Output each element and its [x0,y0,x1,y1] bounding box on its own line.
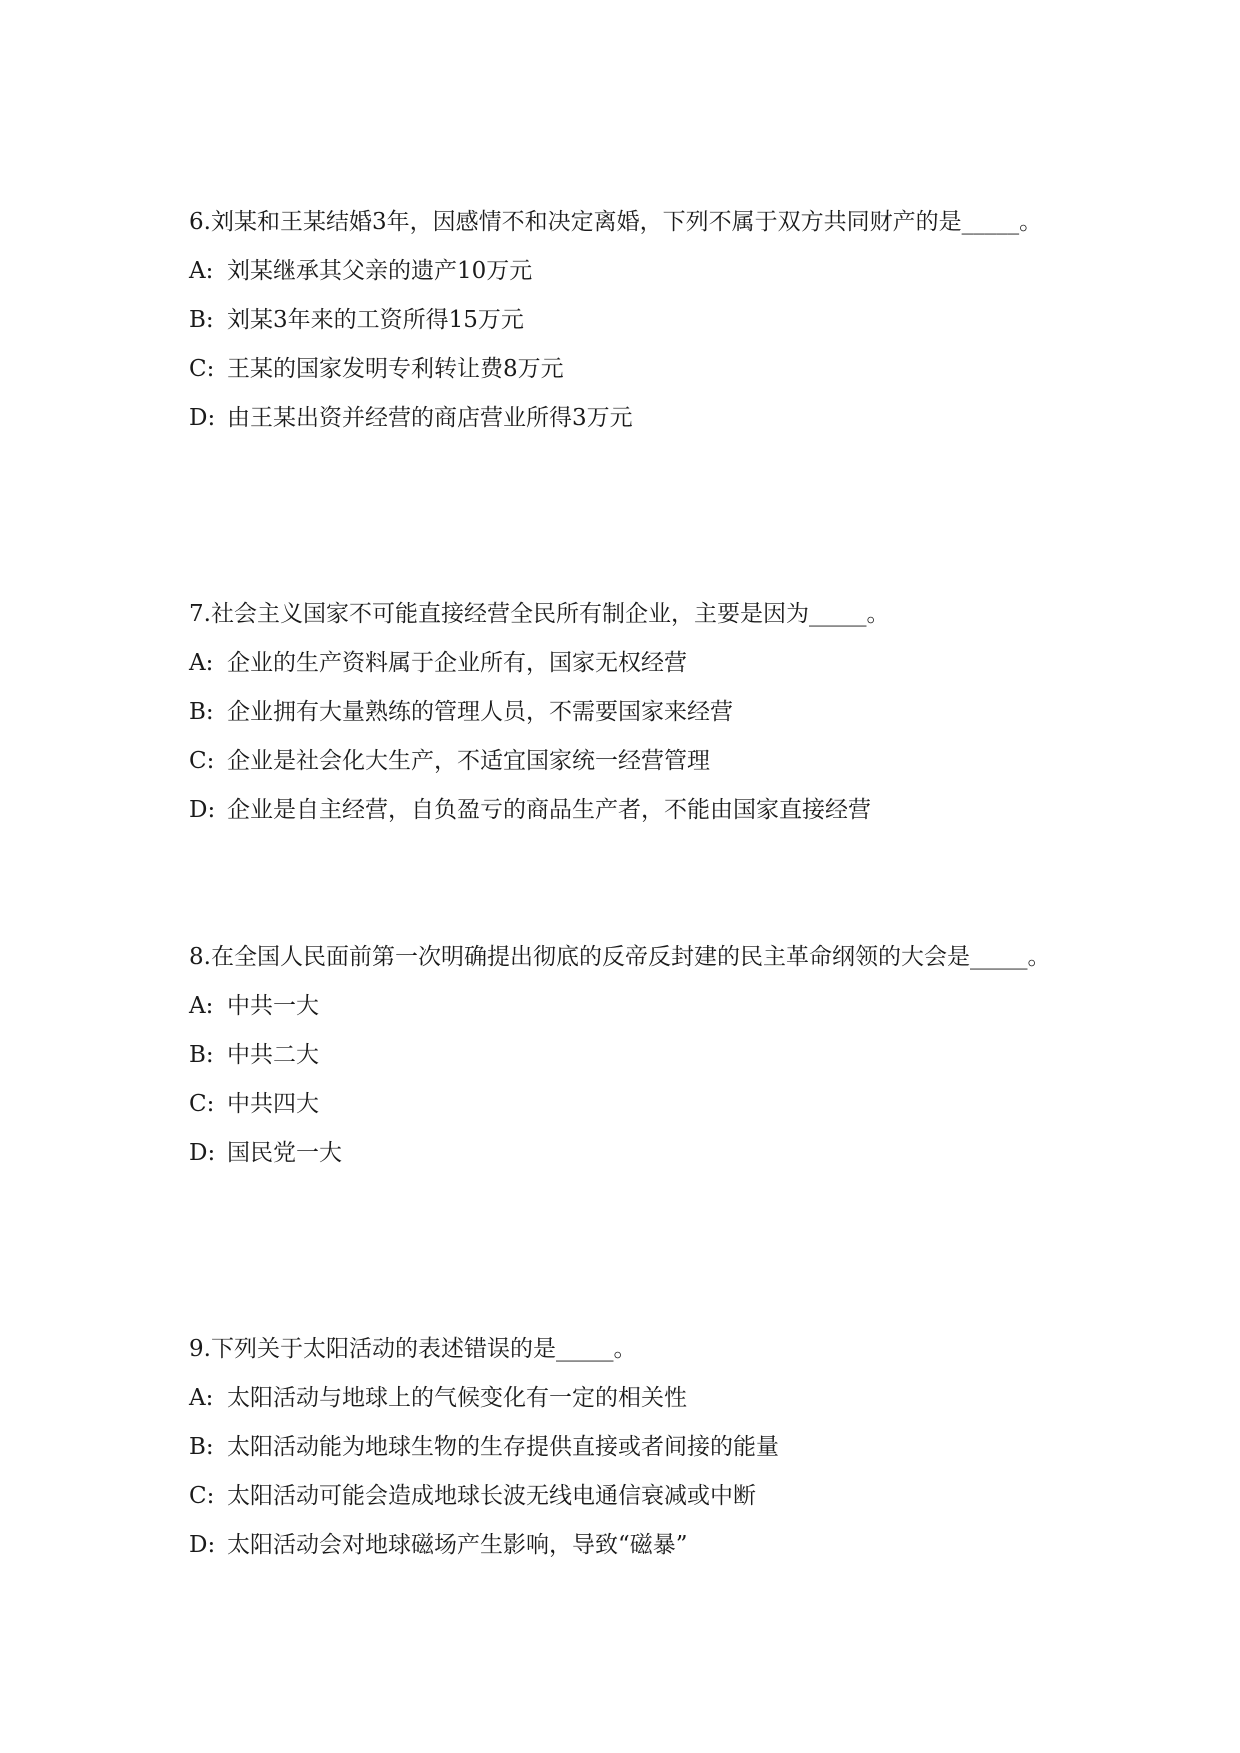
option-letter: C: [189,356,215,382]
option-letter: D: [189,1140,216,1166]
option-text: 由王某出资并经营的商店营业所得3万元 [227,405,633,431]
question-6 [189,198,1069,443]
question-7 [189,590,1069,835]
option-text: 企业是社会化大生产，不适宜国家统一经营管理 [227,748,710,774]
option-letter: A: [189,650,214,676]
option-letter: A: [189,1385,214,1411]
option-text: 中共一大 [227,993,319,1019]
option-letter: C: [189,1483,215,1509]
option-text: 太阳活动与地球上的气候变化有一定的相关性 [227,1385,687,1411]
option-letter: B: [189,699,214,725]
option-b [189,688,1069,737]
option-text: 企业的生产资料属于企业所有，国家无权经营 [227,650,687,676]
option-d [189,1521,1069,1570]
option-d [189,1129,1069,1178]
option-b [189,1031,1069,1080]
option-text: 中共二大 [227,1042,319,1068]
option-text: 企业拥有大量熟练的管理人员，不需要国家来经营 [227,699,733,725]
option-text: 太阳活动能为地球生物的生存提供直接或者间接的能量 [227,1434,779,1460]
option-text: 刘某3年来的工资所得15万元 [227,307,524,333]
question-9 [189,1325,1069,1570]
option-a [189,247,1069,296]
option-b [189,296,1069,345]
option-c [189,345,1069,394]
option-letter: B: [189,1434,214,1460]
option-c [189,737,1069,786]
question-stem: 8.在全国人民面前第一次明确提出彻底的反帝反封建的民主革命纲领的大会是_____。 [189,944,1051,970]
question-stem: 9.下列关于太阳活动的表述错误的是_____。 [189,1336,637,1362]
option-c [189,1080,1069,1129]
option-letter: D: [189,1532,216,1558]
option-a [189,1374,1069,1423]
question-stem: 6.刘某和王某结婚3年，因感情不和决定离婚，下列不属于双方共同财产的是_____。 [189,209,1043,235]
option-letter: D: [189,797,216,823]
option-a [189,982,1069,1031]
option-text: 国民党一大 [227,1140,342,1166]
option-text: 中共四大 [227,1091,319,1117]
option-letter: C: [189,1091,215,1117]
option-letter: A: [189,258,214,284]
option-text: 企业是自主经营，自负盈亏的商品生产者，不能由国家直接经营 [227,797,871,823]
option-b [189,1423,1069,1472]
option-letter: B: [189,307,214,333]
option-c [189,1472,1069,1521]
option-letter: A: [189,993,214,1019]
option-text: 太阳活动可能会造成地球长波无线电通信衰减或中断 [227,1483,756,1509]
option-letter: D: [189,405,216,431]
option-d [189,786,1069,835]
option-text: 刘某继承其父亲的遗产10万元 [227,258,533,284]
question-stem: 7.社会主义国家不可能直接经营全民所有制企业，主要是因为_____。 [189,601,890,627]
option-d [189,394,1069,443]
question-8 [189,933,1069,1178]
option-text: 太阳活动会对地球磁场产生影响，导致“磁暴” [227,1532,688,1558]
option-letter: B: [189,1042,214,1068]
option-a [189,639,1069,688]
option-letter: C: [189,748,215,774]
option-text: 王某的国家发明专利转让费8万元 [227,356,564,382]
